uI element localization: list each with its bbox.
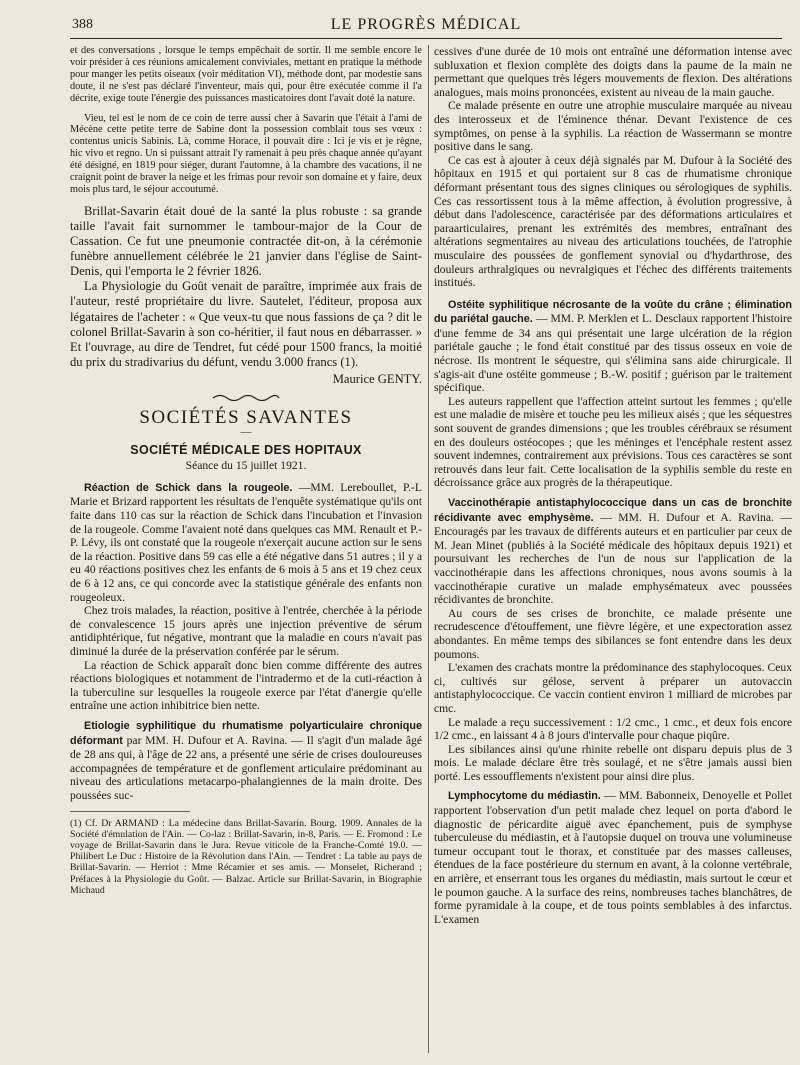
report-body: par MM. H. Dufour et A. Ravina. — Il s'agit d'un malade âgé de 28 ans qui, à l'âge de 22 ans, a présenté une série de crises douloureuses accompagnées de température et de gonflement articulaire prédominant au niveau des articulations metacarpo-phalangiennes de la main droite. Des poussées suc- [70,733,422,802]
ornament-icon [211,393,281,403]
paragraph: Le malade a reçu successivement : 1/2 cmc., 1 cmc., et deux fois encore 1/2 cmc., en laissant 4 à 8 jours d'intervalle pour chaque piqûre. [434,715,792,743]
paragraph: et des conversations , lorsque le temps empêchait de sortir. Il me semble encore le voir présider à ces réunions amicalement conviviales, mettant en pratique la méthode pour manger les petits oiseaux (voir méditation VI), méthode dont, par modestie sans doute, il ne s'est pas déclaré l'inventeur, mais qui, pour être exécutée comme il l'a décrite, exige toute l'énergie des puissances masticatoires dont l'avait doté la nature. [70,45,422,104]
paragraph: L'examen des crachats montre la prédominance des staphylocoques. Ceux ci, cultivés sur gélose, servent à préparer un autovaccin antistaphylococcique. Ce vaccin contient environ 1 milliard de microbes par cmc. [434,661,792,715]
paragraph: Au cours de ses crises de bronchite, ce malade présente une recrudescence d'étouffement, une fièvre légère, et une expectoration assez abondantes. En même temps des sibilances se font entendre dans les deux poumons. [434,606,792,661]
report-heading: Vaccinothérapie antistaphylococcique dans un cas de bronchite récidivante avec emphysème. [434,497,792,524]
paragraph: La réaction de Schick apparaît donc bien comme différente des autres réactions biologiques et notamment de l'intradermo et de la cuti-réaction à la tuberculine sur lesquelles la rougeole exerce par l'état d'anergie qu'elle entraîne une action inhibitrice bien nette. [70,658,422,713]
report-item [434,789,792,926]
report-body: — MM. Babonneix, Denoyelle et Pollet rapportent l'observation d'un petit malade chez lequel on porta d'abord le diagnostic de péricardite aiguë avec épanchement, puis de symphyse tuberculeuse du médiastin, et à l'autopsie duquel on trouva une volumineuse tumeur occupant tout le thorax, et constituée par des masses calleuses, étendues de la face postérieure du sternum en avant, à la colonne vertébrale, en arrière, et enserrant tous les organes du médiastin, mais surtout le cœur et le poumon gauche. A la surface des reins, nombreuses taches blanchâtres, de forme pyramidale à la coupe, et de tous points semblables à des infarctus. L'examen [434,789,792,926]
right-column [434,45,792,1057]
report-item [434,496,792,783]
report-text [434,789,792,926]
footnote-rule [70,811,190,815]
report-heading: Etiologie syphilitique du rhumatisme polyarticulaire chronique déformant [70,719,422,747]
section-dash: — [240,426,252,439]
section-title: SOCIÉTÉS SAVANTES [139,406,353,428]
author-signature: Maurice GENTY. [332,371,422,386]
report-body: — MM. P. Merklen et L. Desclaux rapportent l'histoire d'une femme de 34 ans qui présentait une large ulcération de la région pariétale gauche ; le fond était constitué par des tissus osseux en voie de nécrose. Ils montrent le séquestre, qui s'élimina sans aide chirurgicale. Il s'agis-ait d'une ostéite gommeuse ; B.-W. positif ; guérison par le traitement spécifique. [434,312,792,395]
paragraph: La Physiologie du Goût venait de paraître, imprimée aux frais de l'auteur, resté propriétaire du livre. Sautelet, l'éditeur, proposa aux légataires de l'acheter : « Que veux-tu que nous fassions de ça ? dit le colonel Brillat-Savarin à son co-héritier, il faut nous en débarrasser. » Et l'ouvrage, au dire de Tendret, fut cédé pour 1500 francs, la moitié du prix du stradivarius du défunt, vendu 3.000 francs (1). [70,279,422,369]
running-title: LE PROGRÈS MÉDICAL [330,16,522,33]
report-heading: Lymphocytome du médiastin. [448,790,601,803]
report-heading: Réaction de Schick dans la rougeole. [84,481,293,494]
column-divider [428,45,429,1053]
report-item [434,298,792,490]
report-text [70,719,422,803]
society-title: SOCIÉTÉ MÉDICALE DES HOPITAUX [130,442,362,457]
main-block [70,204,422,370]
left-column [70,45,422,1057]
report-body: —MM. Lereboullet, P.-L Marie et Brizard rapportent les résultats de l'enquête systématique qu'ils ont faite dans 110 cas sur la réaction de Schick dans l'incubation et l'invasion de la rougeole. Comme l'avaient noté dans quelques cas MM. Renault et P.-P. Lévy, ils ont constaté que la rougeole n'exerçait aucune action sur le sens de la réaction. Positive dans 59 cas elle a été négative dans 51 autres ; il y a eu 40 réactions positives chez les enfants de 6 mois à 5 ans et 19 chez ceux de 6 à 12 ans, ce qui concorde avec la statistique générale des enfants non rougeoleux. [70,480,422,604]
paragraph: Brillat-Savarin était doué de la santé la plus robuste : sa grande taille l'avait fait surnommer le tambour-major de la Cour de Cassation. Ce fut une pneumonie contractée dit-on, à la cérémonie funèbre annuellement célébrée le 21 janvier dans l'église de Saint-Denis, qui l'emporta le 2 février 1826. [70,203,422,279]
footnote: (1) Cf. Dr ARMAND : La médecine dans Brillat-Savarin. Bourg. 1909. Annales de la Société d'émulation de l'Ain. — Co-laz : Brillat-Savarin, in-8, Paris. — E. Fromond : Le voyage de Brillat-Savarin dans le Jura. Revue viticole de la Franche-Comté 19.0. — Philibert Le Duc : Histoire de la Révolution dans l'Ain. — Tendret : La table au pays de Brillat-Savarin. — Herriot : Mme Récamier et ses amis. — Monselet, Richerand ; Préfaces à la Physiologie du Goût. — Balzac. Article sur Brillat-Savarin, in Biographie Michaud [70,817,422,896]
intro-block [70,45,422,196]
footnote-block [70,818,422,896]
paragraph: Les sibilances ainsi qu'une rhinite rebelle ont disparu depuis plus de 3 mois. Le malade déclare être très soulagé, et ne s'être jamais aussi bien porté. Les essoufflements n'existent pour ainsi dire plus. [434,742,792,783]
report-heading: Ostéite syphilitique nécrosante de la voûte du crâne ; élimination du pariétal gauche. [434,298,792,326]
ornament-divider [70,393,422,407]
paragraph: Ce malade présente en outre une atrophie musculaire marquée au niveau des interosseux et de l'éminence thénar. Devant l'existence de ces symptômes, on pense à la syphilis. La réaction de Wassermann se montre positive dans le sang. [434,99,792,154]
report-item [70,719,422,803]
report-text [434,496,792,607]
report-body: — MM. H. Dufour et A. Ravina. — Encouragés par les travaux de différents auteurs et en particulier par ceux de M. Jean Minet (publiés à la Société médicale des hôpitaux depuis 1921) et poursuivant les recherches de l'un de nous sur l'application de la vaccinothérapie dans les affections chroniques, nous avons soumis à la vaccinothérapie curative un malade emphysémateux avec poussées récidivantes de bronchite. [434,510,792,607]
paragraph: cessives d'une durée de 10 mois ont entraîné une déformation intense avec subluxation et flexion complète des doigts dans la paume de la main ne permettant que quelques très légers mouvements de flexion. Des altérations analogues, mais moins prononcées, existent au niveau de la main gauche. [434,45,792,99]
paragraph: Ce cas est à ajouter à ceux déjà signalés par M. Dufour à la Société des hôpitaux en 1915 et qui portaient sur 8 cas de rhumatisme chronique déformant présentant tous des signes cliniques ou sérologiques de syphilis. Ces cas ressortissent tous à la même affection, à évolution progressive, à début dans l'adolescence, caractérisée par des déformations articulaires et paraarticulaires, prenant les extrémités des membres, entraînant des altérations segmentaires au niveau des articulations touchées, de l'atrophie musculaire des poussées de gonflement synovial ou d'hydarthrose, des douleurs arthralgiques ou nevralgiques et l'échec des différents traitements institués. [434,153,792,290]
page-header [70,12,782,39]
session-date: Séance du 15 juillet 1921. [185,459,307,473]
page-number: 388 [72,17,93,32]
report-text [434,298,792,395]
paragraph: Chez trois malades, la réaction, positive à l'entrée, cherchée à la période de convalescence 15 jours après une injection préventive de sérum antidiphtérique, fut négative, montrant que la maladie en cours n'avait pas diminué la durée de la préservation conférée par le sérum. [70,604,422,658]
paragraph: Les auteurs rappellent que l'affection atteint surtout les femmes ; qu'elle est une maladie de misère et touche peu les milieux aisés ; que les séquestres sont souvent de grandes dimensions ; que les troubles cérébraux se résument en des douleurs ostéocopes ; que les méninges et l'encéphale restent assez souvent indemnes, contrairement aux prévisions. Tous ces caractères se sont retrouvés dans leur fait. Cette localisation de la syphilis semble du reste en décroissance grâce aux progrès de la thérapeutique. [434,394,792,490]
report-text [70,481,422,604]
paragraph: Vieu, tel est le nom de ce coin de terre aussi cher à Savarin que l'était à l'ami de Mécène cette petite terre de Sabine dont la possession comblait tous ses vœux : contentus unicis Sabinis. Là, comme Horace, il pouvait dire : Ici je vis et je règne, hic vivo et regno. Un si puissant attrait l'y ramenait à peu près chaque année qu'ayant été désigné, en 1819 pour siéger, durant l'automne, à la chambre des vacations, il ne craignit point de braver la neige et les frimas pour revoir son domaine et y faire, deux mois plus tard, le séjour accoutumé. [70,112,422,195]
report-item [70,481,422,713]
